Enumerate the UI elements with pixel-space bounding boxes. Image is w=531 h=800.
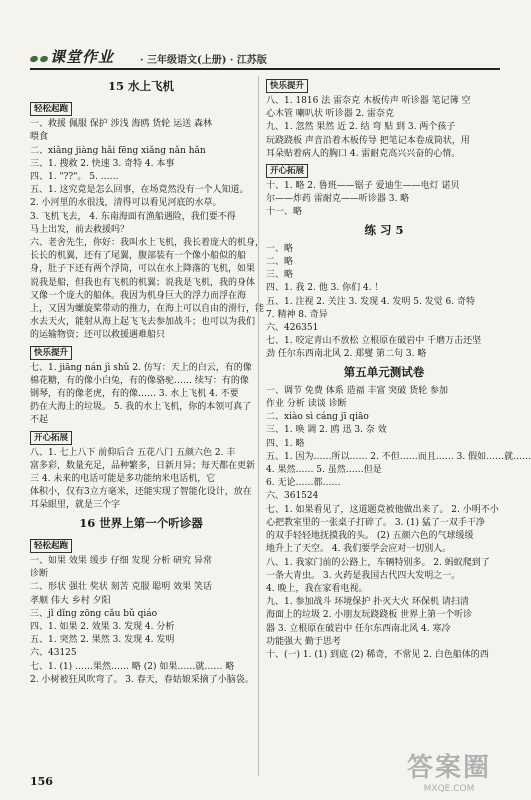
expand-answers bbox=[30, 447, 256, 513]
answer-line: 五、1. 因为……所以…… 2. 不但……而且…… 3. 假如……就…… bbox=[266, 451, 531, 462]
answer-line: 三 4. 未来的电话可能是多功能纳米电话机，它 bbox=[30, 474, 216, 485]
answer-line: 钢琴，有的像老虎，有的像…… 3. 水上飞机 4. 不要 bbox=[30, 389, 239, 400]
answer-line: 地升上了天空。 4. 我们要学会应对一切别人。 bbox=[266, 544, 452, 555]
tag-basic-2: 轻松起跑 bbox=[30, 539, 72, 553]
page-number: 156 bbox=[30, 775, 53, 788]
answer-line: 七、1. jiāng nán jì shǔ 2. 仿写：天上的白云，有的像 bbox=[30, 362, 252, 373]
book-subtitle: · 三年级语文(上册) · 江苏版 bbox=[140, 55, 267, 66]
watermark-url: MXQE.COM bbox=[423, 784, 475, 794]
answer-line: 水去天火，能射从海上起飞飞去参加战斗；也可以为我们 bbox=[30, 317, 256, 328]
answer-line: 玩跷跷板 声音沿着木板传导 把笔记本卷成筒状，用 bbox=[266, 135, 470, 146]
answer-line: 心把教室里的一张桌子打碎了。 3. (1) 猛了一双手干净 bbox=[266, 517, 485, 528]
answer-line: 六、361524 bbox=[266, 491, 319, 502]
left-column bbox=[30, 76, 265, 687]
column-divider bbox=[258, 76, 259, 776]
answer-line: 二、形状 强壮 奖状 刻苦 克服 聪明 效果 笑话 bbox=[30, 582, 213, 593]
tag-expand: 开心拓展 bbox=[30, 431, 72, 445]
logo-text: 课堂作业 bbox=[50, 48, 115, 66]
answer-line: 耳朵贴着病人的胸口 4. 雷耐克高兴兴奋的心情。 bbox=[266, 148, 461, 159]
answer-line: 7. 精神 8. 奇异 bbox=[266, 309, 328, 320]
page-header bbox=[0, 46, 517, 70]
answer-line: 3. 飞机飞去， 4. 东南海面有渔船遇险，我们要不得 bbox=[30, 211, 236, 222]
answer-line: 一、调节 免费 体系 造福 丰富 突破 货轮 参加 bbox=[266, 385, 449, 396]
answer-line: 三、略 bbox=[266, 270, 294, 281]
answer-line: 诊断 bbox=[30, 569, 49, 580]
answer-line: 劲 任尔东西南北风 2. 郑燮 第二句 3. 略 bbox=[266, 349, 427, 360]
answer-line: 耳朵眼里，就是三个字 bbox=[30, 500, 121, 511]
answer-line: 六、老舍先生，你好：我叫水上飞机，我长着庞大的机身， bbox=[30, 238, 265, 249]
answer-line: 四、1. 略 bbox=[266, 438, 305, 449]
right-column bbox=[266, 76, 531, 662]
answer-line: 的双手轻轻地抚摸我的头。 (2) 五颜六色的气球缓缓 bbox=[266, 531, 474, 542]
answer-line: 说我是船，但我也有飞机的机翼；说我是飞机，我的身体 bbox=[30, 277, 256, 288]
answer-line: 七、1. (1) ……果然…… 略 (2) 如果……就…… 略 bbox=[30, 661, 235, 672]
basic-answers bbox=[30, 118, 265, 342]
answer-line: 九、1. 参加战斗 环境保护 扑灭大火 环保机 请扫清 bbox=[266, 597, 469, 608]
answer-line: 又像一个庞大的船体。我因为机身巨大的浮力而浮在海 bbox=[30, 290, 247, 301]
leaf-icon bbox=[39, 55, 49, 63]
answer-line: 6. 无论……都…… bbox=[266, 478, 341, 489]
answer-line: 五、1. 这究竟是怎么回事，在场竟然没有一个人知道。 bbox=[30, 185, 249, 196]
lesson-15-title: 15 水上飞机 bbox=[107, 79, 174, 93]
unit-test-answers bbox=[266, 385, 531, 662]
answer-line: 四、1. 我 2. 他 3. 你们 4. ！ bbox=[266, 283, 384, 294]
watermark-logo: 答案圈 bbox=[406, 753, 491, 783]
answer-line: 三、1. 唤 调 2. 鸥 迅 3. 奈 效 bbox=[266, 425, 387, 436]
practice-5-title: 练 习 5 bbox=[364, 222, 404, 237]
leaf-icon bbox=[29, 55, 39, 63]
tag-happy: 快乐提升 bbox=[30, 346, 72, 360]
answer-line: 器 3. 立根原在破岩中 任尔东西南北风 4. 寒冷 bbox=[266, 623, 451, 634]
answer-line: 身，肚子下还有两个浮筒，可以在水上降落的飞机，如果 bbox=[30, 264, 256, 275]
site-watermark bbox=[389, 747, 509, 794]
answer-line: 喂食 bbox=[30, 132, 49, 143]
answer-line: 七、1. 咬定青山不放松 立根原在破岩中 千磨万击还坚 bbox=[266, 336, 482, 347]
answer-line: 富多彩，数量充足，品种繁多，日新月异；每天都在更新 bbox=[30, 460, 256, 471]
right-happy-answers bbox=[266, 95, 502, 161]
answer-line: 十一、略 bbox=[266, 207, 303, 218]
answer-line: 七、1. 如果看见了，这道题竟被他做出来了。 2. 小明不小 bbox=[266, 504, 499, 515]
answer-line: 四、1. "??"。 5. …… bbox=[30, 172, 119, 183]
answer-line: 二、xiǎng jiàng hǎi fēng xiǎng nǎn hǎn bbox=[30, 145, 206, 156]
answer-line: 马上出发，前去救援吗？ bbox=[30, 224, 130, 235]
answer-line: 六、426351 bbox=[266, 323, 319, 334]
answer-line: 二、xiào sì cáng jī qiāo bbox=[266, 412, 369, 423]
answer-line: 体积小，仅有3立方毫米，还能实现了智能化设计，放在 bbox=[30, 487, 252, 498]
right-expand-answers bbox=[266, 180, 502, 220]
unit-test-title: 第五单元测试卷 bbox=[343, 364, 425, 379]
answer-line: 一、救援 佩服 保护 涉浅 海鸥 货轮 运送 森林 bbox=[30, 119, 213, 130]
answer-line: 不起 bbox=[30, 415, 49, 426]
answer-line: 八、1. 1816 法 雷奈克 木板传声 听诊器 笔记簿 空 bbox=[266, 96, 471, 106]
answer-line: 九、1. 忽然 果然 近 2. 结 弯 贴 到 3. 两个孩子 bbox=[266, 122, 456, 133]
answer-line: 六、43125 bbox=[30, 648, 77, 659]
answer-line: 4. 果然…… 5. 虽然……但是 bbox=[266, 465, 382, 476]
tag-expand-right: 开心拓展 bbox=[266, 164, 308, 178]
answer-line: 三、jǐ dǐng zōng cǎu bǔ qiáo bbox=[30, 608, 158, 619]
answer-line: 三、1. 搜救 2. 快速 3. 奇特 4. 本事 bbox=[30, 158, 175, 169]
answer-line: 长长的机翼，还有了尾翼，腹部装有一个像小船似的船 bbox=[30, 251, 247, 262]
answer-line: 棉花糖，有的像小白兔，有的像骆驼…… 续写：有的像 bbox=[30, 375, 249, 386]
answer-line: 孝顺 伟大 乡村 夕阳 bbox=[30, 595, 111, 606]
answer-line: 2. 小树被狂风吹弯了。 3. 春天，春姑娘采摘了小脑袋。 bbox=[30, 674, 254, 685]
answer-line: 二、略 bbox=[266, 257, 294, 268]
answer-line: 八、1. 我家门前的公路上，车辆特别多。 2. 蚂蚁爬到了 bbox=[266, 557, 490, 568]
answer-line: 一条大青虫。 3. 火药是我国古代四大发明之一。 bbox=[266, 570, 461, 581]
answer-line: 四、1. 如果 2. 效果 3. 发现 4. 分析 bbox=[30, 621, 175, 632]
series-logo bbox=[30, 46, 114, 67]
answer-line: 心木管 喇叭状 听诊器 2. 雷奈克 bbox=[266, 109, 395, 120]
answer-line: 功能强大 勤于思考 bbox=[266, 636, 341, 647]
answer-line: 尔——炸药 雷耐克——听诊器 3. 略 bbox=[266, 194, 410, 205]
answer-line: 一、如果 效果 缓步 仔细 发现 分析 研究 异常 bbox=[30, 555, 213, 566]
lesson-16-title: 16 世界上第一个听诊器 bbox=[79, 515, 203, 530]
answer-line: 4. 晚上，我在家看电视。 bbox=[266, 583, 368, 594]
answer-line: 的运输物资；还可以救援遇难船只 bbox=[30, 330, 166, 341]
answer-line: 扔在大海上的垃圾。 5. 我的水上飞机，你的本领可真了 bbox=[30, 402, 252, 413]
answer-line: 五、1. 注视 2. 关注 3. 发现 4. 发明 5. 发觉 6. 奇特 bbox=[266, 296, 475, 307]
answer-line: 十、(一) 1. (1) 到底 (2) 稀奇，不常见 2. 白色船体的西 bbox=[266, 649, 489, 660]
answer-line: 海面上的垃圾 2. 小朋友玩跷跷板 世界上第一个听诊 bbox=[266, 610, 473, 621]
happy-answers bbox=[30, 362, 252, 428]
header-rule bbox=[30, 68, 500, 70]
answer-line: 五、1. 突然 2. 果然 3. 发现 4. 发明 bbox=[30, 635, 175, 646]
tag-basic: 轻松起跑 bbox=[30, 102, 72, 116]
answer-line: 2. 小河里的水很浅，清得可以看见河底的水草。 bbox=[30, 198, 222, 209]
answer-line: 一、略 bbox=[266, 243, 294, 254]
practice5-answers bbox=[266, 243, 502, 362]
basic2-answers bbox=[30, 555, 252, 687]
answer-line: 作业 分析 读谈 诊断 bbox=[266, 399, 347, 410]
answer-line: 八、1. 七上八下 前仰后合 五花八门 五颜六色 2. 丰 bbox=[30, 447, 236, 458]
answer-line: 十、1. 略 2. 鲁班——锯子 爱迪生——电灯 诺贝 bbox=[266, 181, 460, 192]
tag-happy-right: 快乐提升 bbox=[266, 79, 308, 93]
answer-line: 上，又因为螺旋桨带动的推力，在海上可以自由的滑行，能 bbox=[30, 304, 265, 315]
